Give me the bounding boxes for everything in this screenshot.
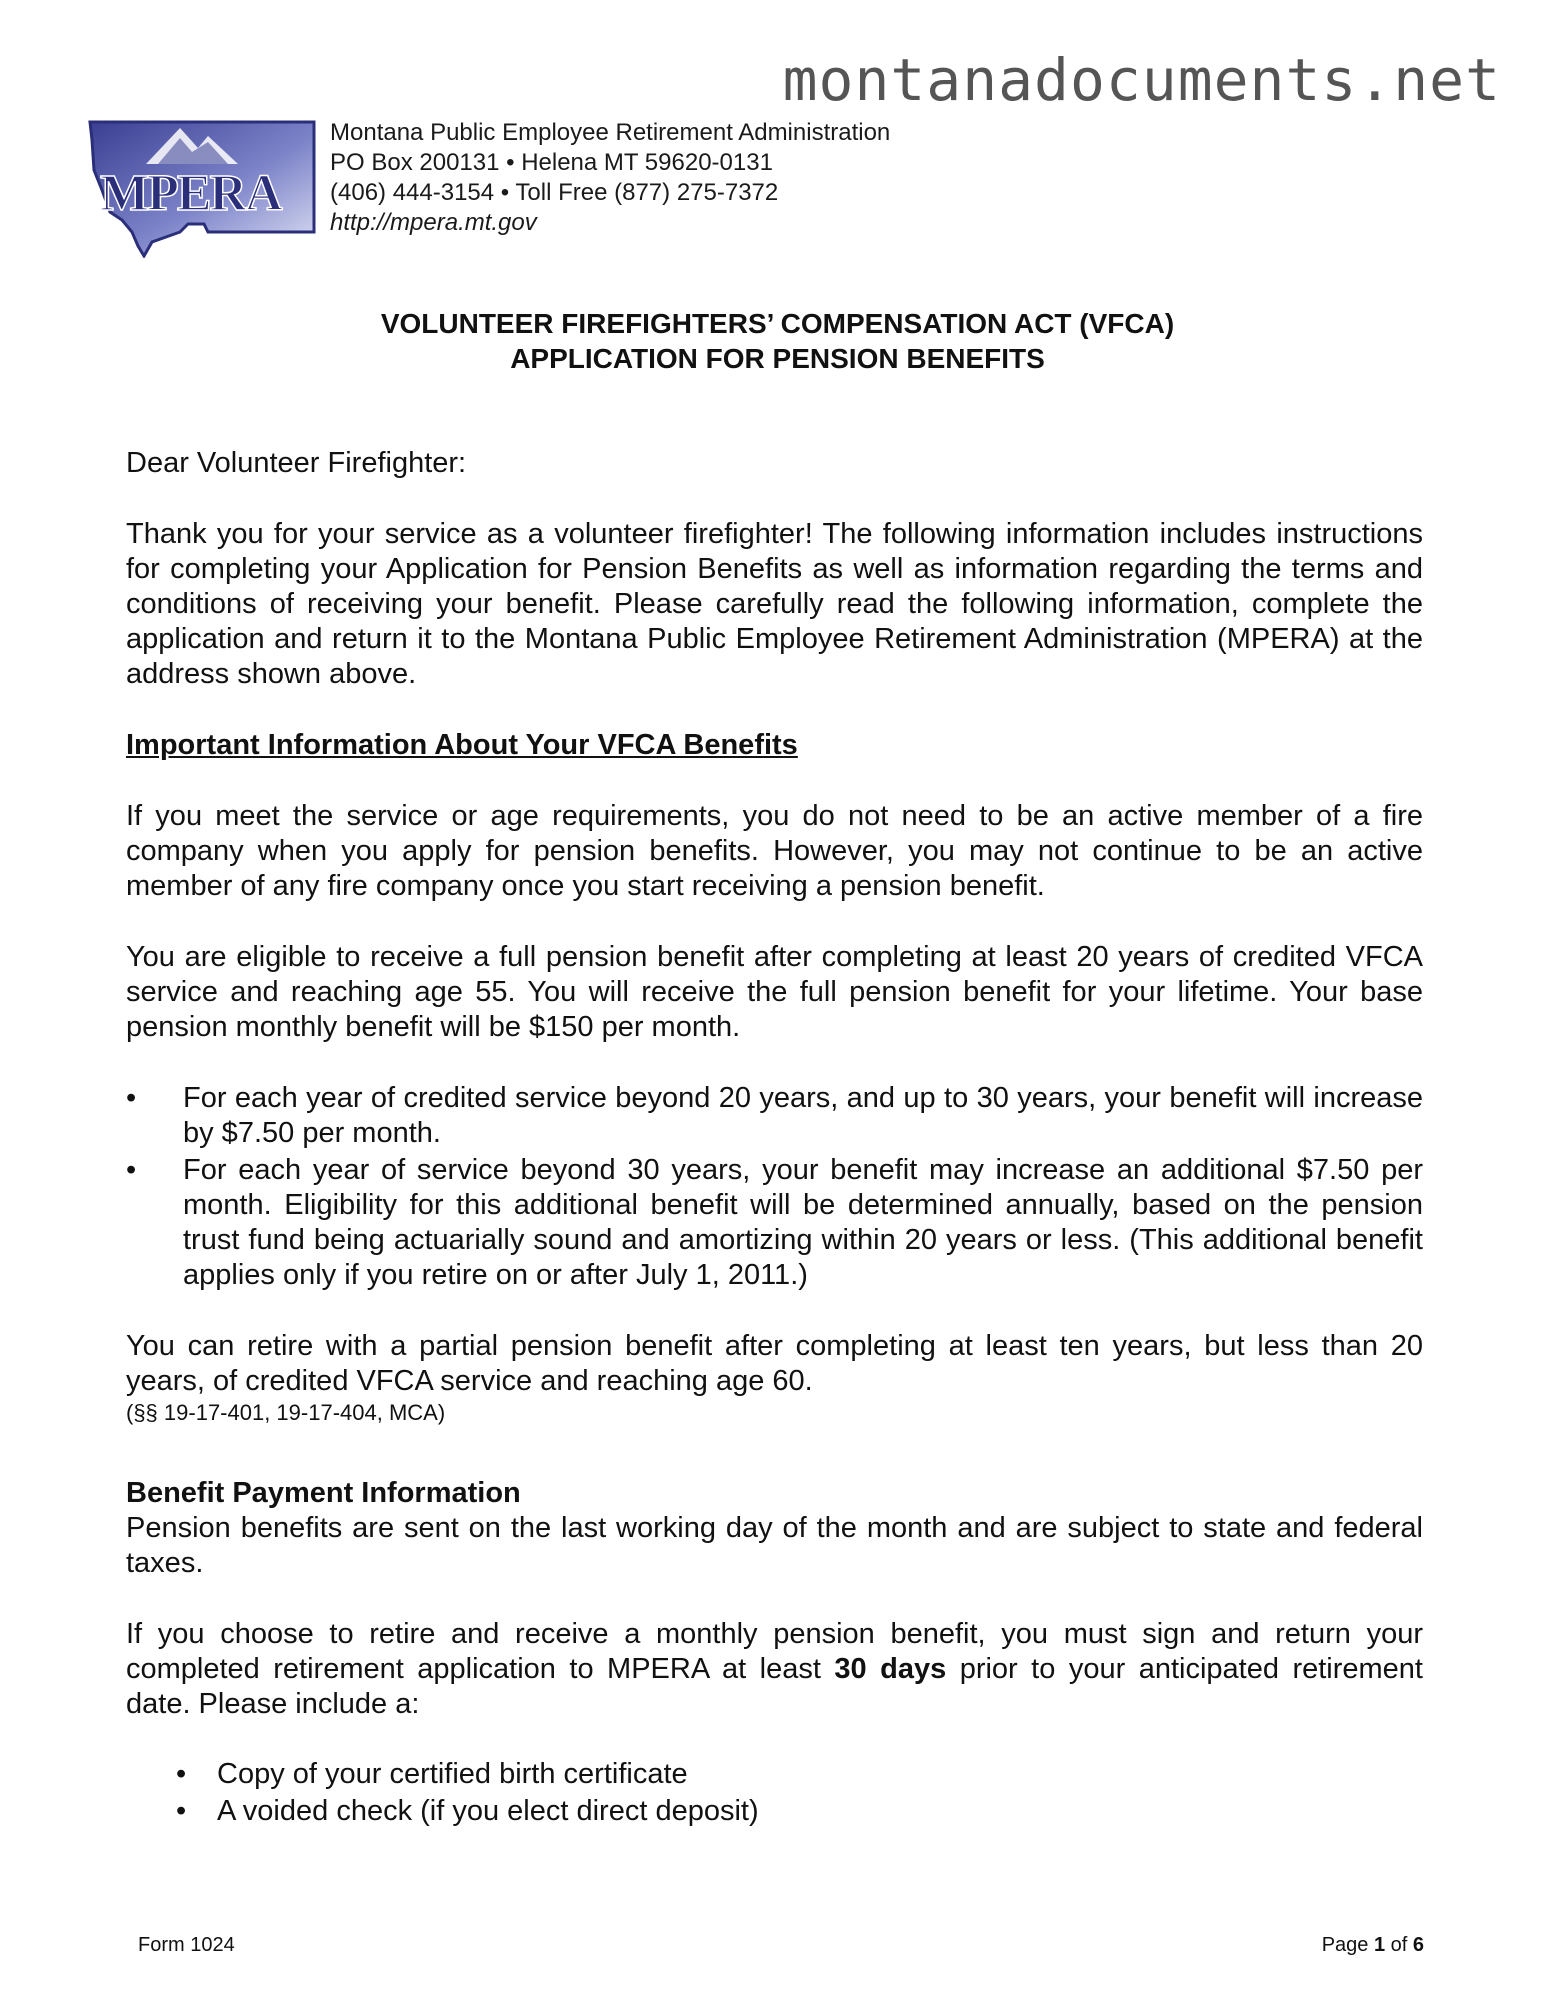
org-website-link[interactable]: http://mpera.mt.gov xyxy=(330,209,537,236)
organization-address xyxy=(330,118,890,238)
watermark: montanadocuments.net xyxy=(782,46,1501,114)
deadline-days: 30 days xyxy=(834,1653,947,1685)
list-item-text: A voided check (if you elect direct deposit) xyxy=(217,1795,759,1827)
list-item xyxy=(126,1757,1423,1792)
paragraph-payment-schedule: Pension benefits are sent on the last working day of the month and are subject to state and federal taxes. xyxy=(126,1512,1423,1579)
document-title xyxy=(0,306,1555,376)
org-name: Montana Public Employee Retirement Administration xyxy=(330,119,891,146)
page-current: 1 xyxy=(1373,1934,1386,1956)
logo-text: MPERA xyxy=(100,165,281,222)
list-item xyxy=(126,1081,1423,1151)
section-heading-payment-info: Benefit Payment Information xyxy=(126,1477,521,1509)
paragraph-application-deadline xyxy=(126,1617,1423,1722)
paragraph-full-pension: You are eligible to receive a full pension benefit after completing at least 20 years of credited VFCA service and reaching age 55. You will receive the full pension benefit for your lifetime. Your base pension monthly benefit will be $150 per month. xyxy=(126,941,1423,1043)
mpera-logo xyxy=(88,120,316,258)
list-item-text: For each year of credited service beyond 20 years, and up to 30 years, your benefit will increase by $7.50 per month. xyxy=(183,1082,1423,1149)
paragraph-partial-pension: You can retire with a partial pension benefit after completing at least ten years, but less than 20 years, of credited VFCA service and reaching age 60. xyxy=(126,1330,1423,1397)
paragraph-active-member: If you meet the service or age requirements, you do not need to be an active member of a fire company when you apply for pension benefits. However, you may not continue to be an active member of any fire company once you start receiving a pension benefit. xyxy=(126,800,1423,902)
page-of: of xyxy=(1385,1934,1413,1956)
org-postal-address: PO Box 200131 • Helena MT 59620-0131 xyxy=(330,149,773,176)
section-heading-important-info: Important Information About Your VFCA Benefits xyxy=(126,729,798,761)
title-line-2: APPLICATION FOR PENSION BENEFITS xyxy=(510,343,1045,374)
intro-paragraph: Thank you for your service as a volunteer firefighter! The following information includes instructions for completing your Application for Pension Benefits as well as information regarding the terms and conditions of receiving your benefit. Please carefully read the following information, complete the application and return it to the Montana Public Employee Retirement Administration (MPERA) at the address shown above. xyxy=(126,518,1423,690)
bullet-icon: • xyxy=(126,1082,137,1114)
page-label: Page xyxy=(1321,1934,1374,1956)
bullet-icon: • xyxy=(176,1758,187,1790)
bullet-icon: • xyxy=(176,1795,187,1827)
list-item xyxy=(126,1794,1423,1829)
list-item xyxy=(126,1153,1423,1293)
letter-body xyxy=(126,446,1423,1831)
greeting: Dear Volunteer Firefighter: xyxy=(126,447,467,479)
statute-citation: (§§ 19-17-401, 19-17-404, MCA) xyxy=(126,1400,446,1425)
page-total: 6 xyxy=(1412,1934,1424,1956)
list-item-text: Copy of your certified birth certificate xyxy=(217,1758,688,1790)
page-number xyxy=(1322,1934,1424,1957)
title-line-1: VOLUNTEER FIREFIGHTERS’ COMPENSATION ACT (VFCA) xyxy=(380,308,1175,339)
benefit-increase-list xyxy=(126,1081,1423,1293)
bullet-icon: • xyxy=(126,1154,137,1186)
required-documents-list xyxy=(126,1757,1423,1829)
org-phone: (406) 444-3154 • Toll Free (877) 275-7372 xyxy=(330,179,779,206)
form-number: Form 1024 xyxy=(138,1934,235,1956)
deadline-text-before: If you choose to retire and receive a monthly pension benefit, you must sign and return your completed retirement application to MPERA at least xyxy=(126,1618,1423,1685)
list-item-text: For each year of service beyond 30 years, your benefit may increase an additional $7.50 per month. Eligibility for this additional benefit will be determined annually, based on the pension trust fund being actuarially sound and amortizing within 20 years or less. (This additional benefit applies only if you retire on or after July 1, 2011.) xyxy=(183,1154,1423,1291)
deadline-text-after: prior to your anticipated retirement date. Please include a: xyxy=(126,1653,1423,1720)
